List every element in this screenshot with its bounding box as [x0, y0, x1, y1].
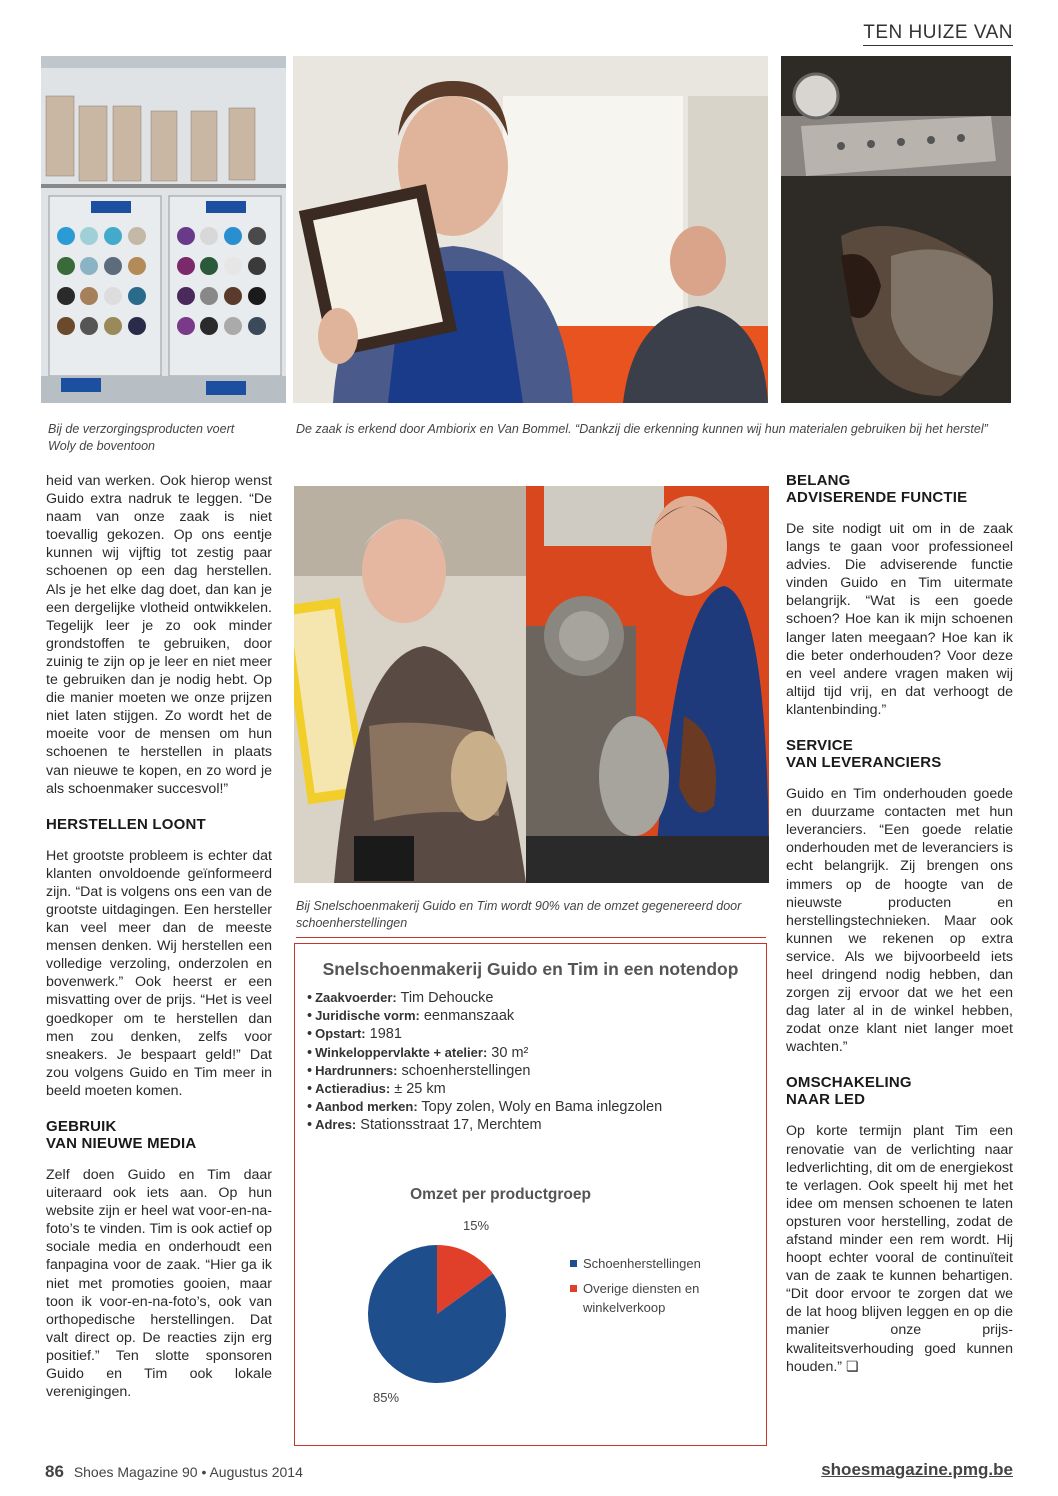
factbox-item-value: ± 25 km	[390, 1081, 446, 1098]
factbox-item-label: Juridische vorm:	[315, 1008, 420, 1024]
legend-item	[570, 1279, 723, 1317]
pie-label-schoenherstellingen: 85%	[373, 1390, 400, 1405]
legend-label: Overige diensten en winkelverkoop	[583, 1281, 700, 1315]
chart-legend	[570, 1254, 723, 1323]
photo-shoe-machine	[781, 56, 1011, 403]
factbox-item-value: Stationsstraat 17, Merchtem	[356, 1117, 542, 1134]
pie-label-overige: 15%	[463, 1218, 490, 1233]
end-mark-icon: ❏	[845, 1358, 859, 1375]
section-tag: TEN HUIZE VAN	[863, 22, 1013, 46]
factbox-item-label: Actieradius:	[315, 1081, 391, 1097]
body-paragraph: heid van werken. Ook hierop wenst Guido extra nadruk te leggen. “De naam van onze zaak is niet toevallig gekozen. Op ons eentje kunnen wij vijftig tot zestig paar schoenen op een dag herstellen. Als je het elke dag doet, dan kan je een dergelijke vlotheid ontwikkelen. Tegelijk leer je zo ook minder grondstoffen te gebruiken, door zuinig te zijn op je leer en niet meer te gebruiken dan je nodig hebt. Op die manier moeten we onze prijzen niet laten stijgen. Zo wordt het de moeite voor de mensen om hun schoenen te herstellen in plaats van nieuwe te kopen, en zo word je als schoenmaker succesvol!”	[46, 473, 272, 797]
factbox-item-value: 1981	[365, 1026, 402, 1043]
factbox-item	[307, 1007, 747, 1025]
factbox-item-label: Adres:	[315, 1117, 357, 1133]
footer-website-link[interactable]: shoesmagazine.pmg.be	[821, 1460, 1013, 1479]
factbox-item-label: Aanbod merken:	[315, 1099, 418, 1115]
column-right	[786, 472, 1013, 1376]
legend-swatch	[570, 1260, 577, 1267]
factbox-item	[307, 989, 747, 1007]
heading-herstellen-loont: HERSTELLEN LOONT	[46, 815, 206, 833]
column-left	[46, 472, 272, 1401]
heading-nieuwe-media: GEBRUIK VAN NIEUWE MEDIA	[46, 1118, 197, 1152]
heading-omschakeling-led: OMSCHAKELING NAAR LED	[786, 1074, 912, 1109]
factbox-item-value: Topy zolen, Woly en Bama inlegzolen	[417, 1099, 663, 1116]
factbox-item	[307, 1062, 747, 1080]
factbox-item-label: Zaakvoerder:	[315, 990, 397, 1005]
factbox-item-label: Winkeloppervlakte + atelier:	[315, 1044, 488, 1060]
heading-service-leveranciers: SERVICE VAN LEVERANCIERS	[786, 737, 942, 772]
factbox-item-label: Opstart:	[315, 1026, 366, 1042]
page-number: 86	[45, 1462, 64, 1481]
caption-photo-shelf: Bij de verzorgingsproducten voert Woly de boventoon	[48, 422, 235, 453]
body-paragraph: Op korte termijn plant Tim een renovatie van de verlichting naar ledverlichting, dit om de energiekost te verlagen. Ook speelt hij met het idee om mensen schoenen te laten opsturen voor herstelling, zodat de afstand minder een rem wordt. Hij hoopt echter vooral de continuïteit van de zaak te kunnen behartigen. “Dit door ervoor te zorgen dat we de lat hoog blijven leggen en op die manier onze prijs-kwaliteitsverhouding goed kunnen houden.” ❏	[786, 1123, 1013, 1375]
body-paragraph: Zelf doen Guido en Tim daar uiteraard ook iets aan. Op hun website zijn er heel wat voor-en-na-foto’s te vinden. Tim is ook actief op sociale media en onderhoudt een fanpagina voor de zaak. “Hier ga ik niet met promoties gooien, maar toon ik voor-en-na-foto’s, ook van orthopedische herstellingen. Dat valt direct op. De reacties zijn erg positief.” Ten slotte sponsoren Guido en Tim ook lokale verenigingen.	[46, 1167, 272, 1401]
factbox-item	[307, 1116, 747, 1134]
factbox-list	[307, 989, 747, 1135]
pie-chart	[345, 1206, 545, 1406]
caption-photo-certificate: De zaak is erkend door Ambiorix en Van Bommel. “Dankzij die erkenning kunnen wij hun materialen gebruiken bij het herstel”	[296, 422, 988, 436]
body-paragraph: Het grootste probleem is echter dat klanten onvoldoende geïnformeerd zijn. “Dat is volgens ons een van de grootste uitdagingen. Een hersteller kan veel meer dan de meeste mensen denken. Wij herstellen een volledige verzoling, onderzolen en bovenwerk.” Ook heerst er een misvatting over de prijs. “Het is veel goedkoper om te herstellen dan men zou denken, zelfs voor sneakers. Je bespaart geld!” Dat zou volgens Guido en Tim meer in beeld moeten komen.	[46, 847, 272, 1099]
factbox-item-label: Hardrunners:	[315, 1062, 398, 1078]
factbox-item-value: eenmanszaak	[419, 1008, 515, 1025]
factbox-item-value: schoenherstellingen	[397, 1062, 531, 1079]
factbox-item	[307, 1025, 747, 1043]
photo-cobblers-at-work	[294, 486, 769, 883]
legend-label: Schoenherstellingen	[583, 1256, 701, 1271]
caption-photo-cobblers: Bij Snelschoenmakerij Guido en Tim wordt 90% van de omzet gegenereerd door schoenherstellingen	[296, 899, 742, 930]
magazine-issue: Shoes Magazine 90 • Augustus 2014	[73, 1464, 303, 1480]
photo-certificate-owner	[293, 56, 768, 403]
legend-item	[570, 1254, 723, 1273]
factbox-item	[307, 1080, 747, 1098]
factbox-title: Snelschoenmakerij Guido en Tim in een notendop	[322, 959, 739, 979]
chart-title: Omzet per productgroep	[410, 1186, 591, 1203]
factbox-item-value: Tim Dehoucke	[396, 990, 494, 1006]
factbox-item	[307, 1098, 747, 1116]
photo-shoe-care-shelf	[41, 56, 286, 403]
footer-left	[45, 1462, 303, 1482]
caption-divider	[296, 937, 766, 938]
body-paragraph: Guido en Tim onderhouden goede en duurzame contacten met hun leveranciers. “Een goede relatie onderhouden met de leveranciers is echt belangrijk. Zij brengen ons immers op de hoogte van de nieuwste producten en herstellingstechnieken. Maar ook kunnen we rekenen op extra service. Als we bijvoorbeeld iets heel dringend nodig hebben, dan zorgen zij ervoor dat we het een dag later al in de winkel hebben, zodat onze klant niet langer moet wachten.”	[786, 786, 1013, 1056]
legend-swatch	[570, 1285, 577, 1292]
heading-adviserende-functie: BELANG ADVISERENDE FUNCTIE	[786, 472, 968, 506]
factbox-item	[307, 1044, 747, 1062]
factbox	[294, 943, 767, 1446]
factbox-item-value: 30 m²	[487, 1044, 529, 1061]
body-paragraph: De site nodigt uit om in de zaak langs te gaan voor professioneel advies. Die adviserende functie vinden Guido en Tim uitermate belangrijk. “Wat is een goede schoen? Hoe kan ik mijn schoenen langer laten meegaan? Hoe kan ik die beter onderhouden? Voor deze en veel andere vragen maken wij altijd tijd vrij, en dat verhoogt de klantenbinding.”	[786, 521, 1013, 718]
